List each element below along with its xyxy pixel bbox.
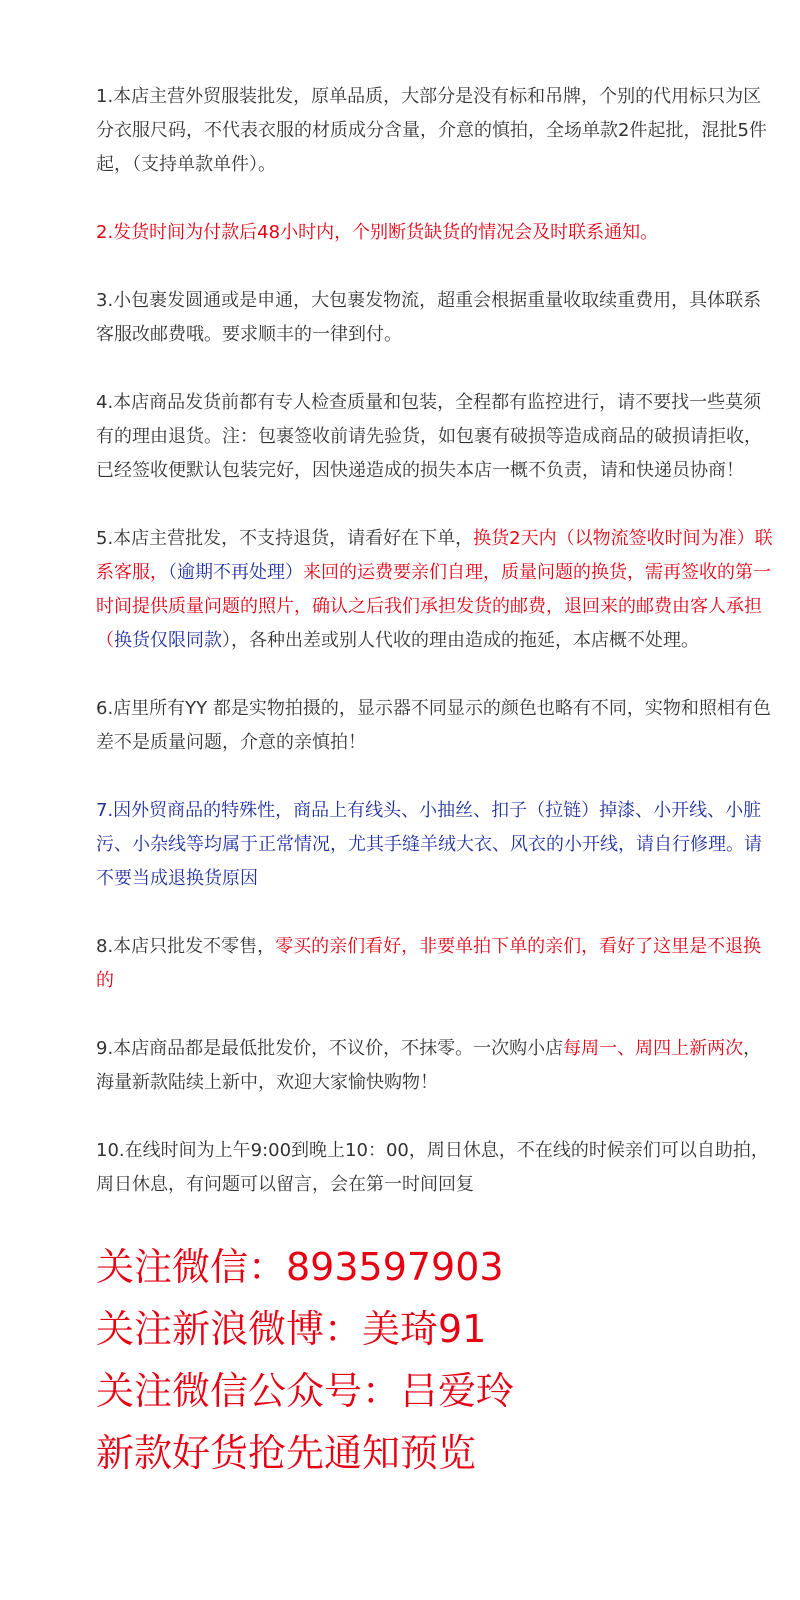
notice-text-segment: 换货仅限同款 <box>114 630 222 651</box>
notice-text-segment: 每周一、周四上新两次 <box>563 1038 744 1059</box>
notice-text-segment: 9.本店商品都是最低批发价，不议价，不抹零。一次购小店 <box>96 1038 564 1059</box>
notice-text-segment: 3.小包裹发圆通或是申通，大包裹发物流，超重会根据重量收取续重费用，具体联系客服改邮费哦。要求顺丰的一律到付。 <box>96 290 762 345</box>
notice-item-9 <box>96 1032 776 1100</box>
notice-text-segment: 零买的亲们看好，非要单拍下单的亲们，看好了这里是不退换的 <box>96 936 762 991</box>
notice-text-segment: 10.在线时间为上午9:00到晚上10：00，周日休息，不在线的时候亲们可以自助拍，周日休息，有问题可以留言，会在第一时间回复 <box>96 1140 769 1195</box>
notice-text-segment: ），各种出差或别人代收的理由造成的拖延，本店概不处理。 <box>222 630 699 651</box>
notice-item-3 <box>96 284 776 352</box>
weibo-follow-line: 关注新浪微博：美琦91 <box>96 1307 487 1351</box>
notice-item-4 <box>96 386 776 488</box>
notice-text-segment: （逾期不再处理） <box>168 562 303 583</box>
notice-item-7 <box>96 794 776 896</box>
notice-item-8 <box>96 930 776 998</box>
notice-item-2 <box>96 216 776 250</box>
notice-text-segment: 6.店里所有YY 都是实物拍摄的，显示器不同显示的颜色也略有不同，实物和照相有色差不是质量问题，介意的亲慎拍！ <box>96 698 771 753</box>
notice-text-segment: 8.本店只批发不零售， <box>96 936 276 957</box>
notice-text-segment: 来回的运费要亲们自理，质量问题的换货，需再签收的第一时间提供质量问题的照片，确认之后我们承担发货的邮费，退回来的邮费由客人承担（ <box>96 562 771 651</box>
notice-text-segment: 5.本店主营批发，不支持退货，请看好在下单， <box>96 528 474 549</box>
notice-item-5 <box>96 522 776 658</box>
notice-list <box>96 80 776 1202</box>
official-account-follow-line: 关注微信公众号：吕爱玲 <box>96 1369 515 1413</box>
wechat-follow-line: 关注微信：893597903 <box>96 1245 504 1289</box>
shop-notice-content <box>96 80 776 1484</box>
notice-text-segment: 1.本店主营外贸服装批发，原单品质，大部分是没有标和吊牌，个别的代用标只为区分衣服尺码，不代表衣服的材质成分含量，介意的慎拍，全场单款2件起批，混批5件起，（支持单款单件）。 <box>96 86 767 175</box>
new-arrivals-preview-line: 新款好货抢先通知预览 <box>96 1431 477 1475</box>
notice-text-segment: ，海量新款陆续上新中，欢迎大家愉快购物！ <box>96 1038 762 1093</box>
notice-text-segment: 2.发货时间为付款后48小时内，个别断货缺货的情况会及时联系通知。 <box>96 222 659 243</box>
notice-item-10 <box>96 1134 776 1202</box>
follow-info <box>96 1236 776 1484</box>
notice-text-segment: 4.本店商品发货前都有专人检查质量和包装，全程都有监控进行，请不要找一些莫须有的理由退货。注：包裹签收前请先验货，如包裹有破损等造成商品的破损请拒收，已经签收便默认包装完好，因快递造成的损失本店一概不负责，请和快递员协商！ <box>96 392 762 481</box>
notice-text-segment: 7.因外贸商品的特殊性，商品上有线头、小抽丝、扣子（拉链）掉漆、小开线、小脏污、小杂线等均属于正常情况，尤其手缝羊绒大衣、风衣的小开线，请自行修理。请不要当成退换货原因 <box>96 800 762 889</box>
notice-item-6 <box>96 692 776 760</box>
notice-item-1 <box>96 80 776 182</box>
notice-text-segment: 换货2天内（以物流签收时间为准）联系客服， <box>96 528 773 583</box>
